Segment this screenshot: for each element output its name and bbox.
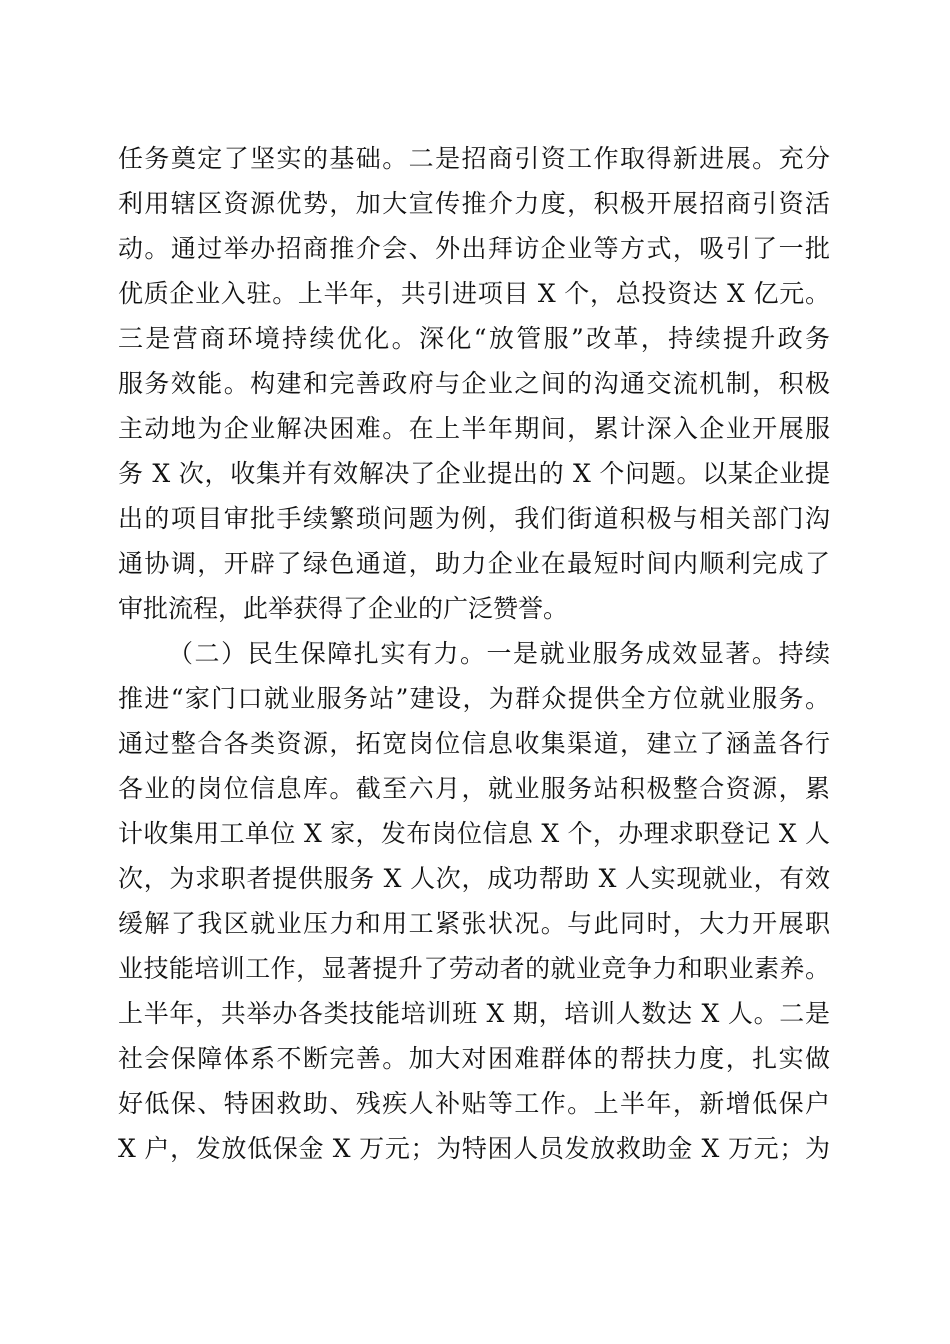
text-line: 计收集用工单位 X 家，发布岗位信息 X 个，办理求职登记 X 人 [118,819,830,848]
text-line: 任务奠定了坚实的基础。二是招商引资工作取得新进展。充分 [118,144,830,173]
text-line: 三是营商环境持续优化。深化“放管服”改革，持续提升政务 [118,324,830,353]
text-line: 业技能培训工作，显著提升了劳动者的就业竞争力和职业素养。 [118,954,830,983]
text-line: 审批流程，此举获得了企业的广泛赞誉。 [118,594,569,623]
text-line: 缓解了我区就业压力和用工紧张状况。与此同时，大力开展职 [118,909,830,938]
text-line: 推进“家门口就业服务站”建设，为群众提供全方位就业服务。 [118,684,830,713]
text-line: 服务效能。构建和完善政府与企业之间的沟通交流机制，积极 [118,369,830,398]
text-line: 社会保障体系不断完善。加大对困难群体的帮扶力度，扎实做 [118,1044,830,1073]
text-line: 利用辖区资源优势，加大宣传推介力度，积极开展招商引资活 [118,189,830,218]
text-line: 通过整合各类资源，拓宽岗位信息收集渠道，建立了涵盖各行 [118,729,830,758]
text-line: 主动地为企业解决困难。在上半年期间，累计深入企业开展服 [118,414,830,443]
text-line: X 户，发放低保金 X 万元；为特困人员发放救助金 X 万元；为 [118,1134,830,1163]
text-line: 务 X 次，收集并有效解决了企业提出的 X 个问题。以某企业提 [118,459,830,488]
section-heading-line: （二）民生保障扎实有力。一是就业服务成效显著。持续 [168,639,830,668]
text-line: 好低保、特困救助、残疾人补贴等工作。上半年，新增低保户 [118,1089,830,1118]
text-line: 通协调，开辟了绿色通道，助力企业在最短时间内顺利完成了 [118,549,830,578]
text-line: 优质企业入驻。上半年，共引进项目 X 个，总投资达 X 亿元。 [118,279,830,308]
text-line: 上半年，共举办各类技能培训班 X 期，培训人数达 X 人。二是 [118,999,830,1028]
text-line: 次，为求职者提供服务 X 人次，成功帮助 X 人实现就业，有效 [118,864,830,893]
text-line: 出的项目审批手续繁琐问题为例，我们街道积极与相关部门沟 [118,504,830,533]
text-line: 动。通过举办招商推介会、外出拜访企业等方式，吸引了一批 [118,234,830,263]
text-line: 各业的岗位信息库。截至六月，就业服务站积极整合资源，累 [118,774,830,803]
